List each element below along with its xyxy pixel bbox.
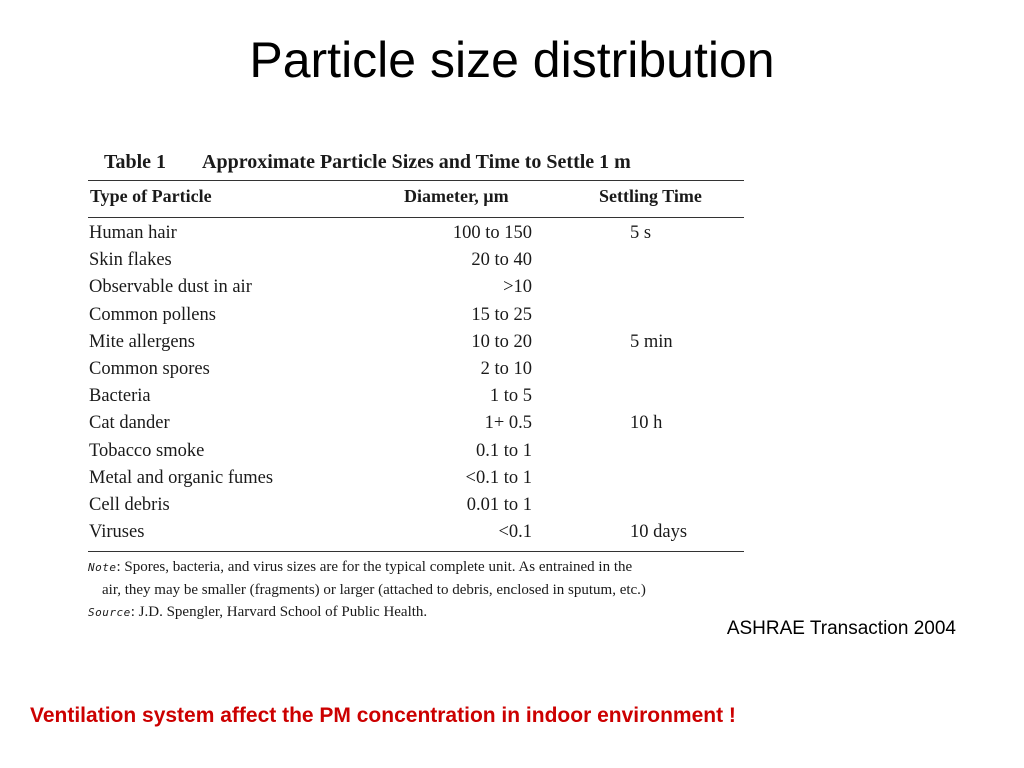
settling-time-cell: 5 s [630,223,652,243]
table-caption-text: Approximate Particle Sizes and Time to Settle 1 m [202,151,631,173]
note-text: : Spores, bacteria, and virus sizes are for the typical complete unit. As entrained in the [116,559,633,575]
note-line-1 [88,556,744,579]
table-row [88,221,744,248]
table-row [88,275,744,302]
table-row [88,303,744,330]
table-row [88,357,744,384]
diameter-cell: 100 to 150 [452,223,532,243]
particle-type-cell: Bacteria [89,386,151,407]
table-row [88,411,744,438]
table-row [88,330,744,357]
table-header-row [88,181,744,217]
particle-type-cell: Mite allergens [89,331,196,352]
table-row [88,520,744,547]
diameter-cell: 10 to 20 [471,331,532,352]
diameter-cell: 20 to 40 [471,250,532,271]
settling-time-cell: 10 h [630,413,663,434]
note-label: Note [88,561,117,574]
settling-time-cell: 10 days [630,522,688,543]
table-row [88,439,744,466]
settling-time-cell: 5 min [630,331,673,352]
particle-size-table-figure [88,146,744,624]
source-label: Source [88,606,131,619]
citation: ASHRAE Transaction 2004 [726,618,956,639]
slide-title: Particle size distribution [249,32,775,88]
source-line [88,601,744,624]
particle-type-cell: Observable dust in air [89,277,252,298]
ventilation-note: Ventilation system affect the PM concentration in indoor environment ! [30,704,736,727]
table-caption [88,146,744,180]
table-row [88,248,744,275]
diameter-cell: 1+ 0.5 [484,413,532,434]
header-type-of-particle: Type of Particle [90,186,212,206]
source-text: : J.D. Spengler, Harvard School of Public Health. [130,604,428,620]
diameter-cell: 0.01 to 1 [466,494,532,515]
particle-type-cell: Skin flakes [89,250,172,271]
particle-type-cell: Viruses [89,522,145,543]
table-row [88,384,744,411]
particle-type-cell: Common pollens [89,304,216,325]
particle-type-cell: Human hair [89,223,177,243]
particle-type-cell: Common spores [89,358,210,379]
header-diameter: Diameter, µm [404,186,509,206]
diameter-cell: 2 to 10 [480,358,532,379]
diameter-cell: <0.1 [498,522,532,543]
table-row [88,493,744,520]
table-notes [88,552,744,624]
diameter-cell: >10 [503,277,532,298]
particle-type-cell: Cat dander [89,413,170,434]
diameter-cell: 0.1 to 1 [475,440,532,461]
table-row [88,466,744,493]
particle-type-cell: Tobacco smoke [89,440,205,461]
diameter-cell: 15 to 25 [471,304,532,325]
header-settling-time: Settling Time [599,186,702,206]
diameter-cell: 1 to 5 [489,386,532,407]
particle-type-cell: Cell debris [89,494,170,515]
note-line-2: air, they may be smaller (fragments) or larger (attached to debris, enclosed in sputum, etc.) [102,582,646,598]
table-caption-number: Table 1 [104,151,167,173]
diameter-cell: <0.1 to 1 [465,467,532,488]
table-body [88,218,744,551]
particle-type-cell: Metal and organic fumes [89,467,274,488]
